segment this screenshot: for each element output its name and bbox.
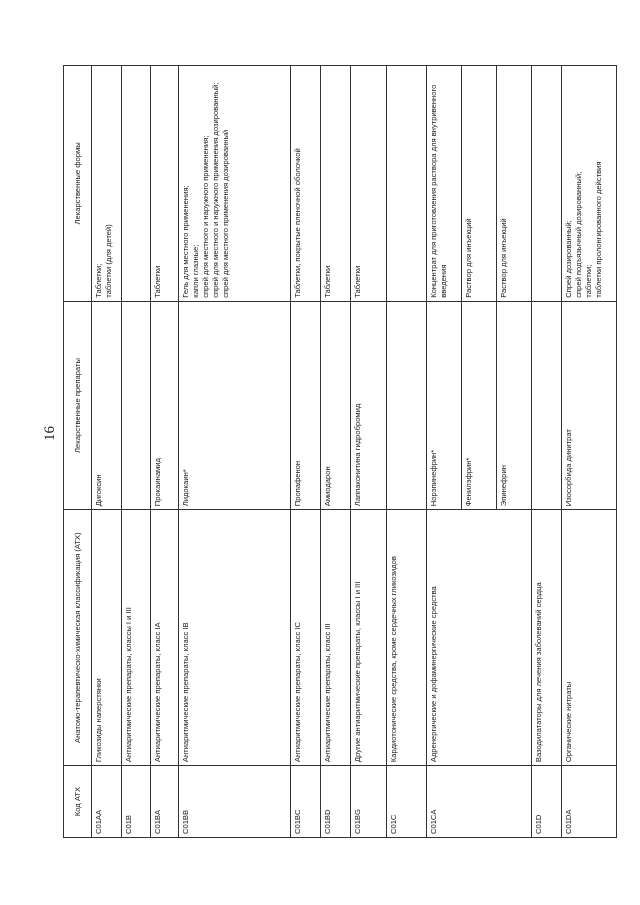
atc-class-cell: Кардиотонические средства, кроме сердечных гликозидов	[387, 510, 427, 766]
dosage-forms-cell	[427, 66, 462, 302]
atc-code-cell: C01C	[387, 766, 427, 838]
table-body	[92, 66, 617, 838]
dosage-form-line: Таблетки	[353, 265, 362, 298]
atc-code-cell: C01AA	[92, 766, 122, 838]
dosage-form-line: спрей для местного и наружного применения;	[201, 135, 210, 298]
drug-name-cell: Лаппаконитина гидробромид	[351, 301, 387, 509]
drug-name-cell: Прокаинамид	[151, 301, 179, 509]
dosage-forms-cell	[151, 66, 179, 302]
dosage-form-line: Таблетки	[153, 265, 162, 298]
atc-class-cell: Антиаритмические препараты, классы I и III	[122, 510, 151, 766]
atc-code-cell: C01BG	[351, 766, 387, 838]
dosage-form-line: таблетки пролонгированного действия	[594, 161, 603, 298]
dosage-form-line: капли глазные;	[191, 244, 200, 298]
dosage-form-line: спрей подъязычный дозированный;	[574, 171, 583, 298]
drug-name-cell: Амиодарон	[321, 301, 351, 509]
atc-class-cell: Антиаритмические препараты, класс IC	[291, 510, 321, 766]
dosage-forms-cell	[497, 66, 532, 302]
drug-name-cell: Пропафенон	[291, 301, 321, 509]
dosage-form-line: Спрей дозированный;	[564, 220, 573, 298]
dosage-forms-cell	[387, 66, 427, 302]
drug-name-cell	[532, 301, 562, 509]
header-code: Код АТХ	[64, 766, 92, 838]
table-row	[151, 66, 179, 838]
table-row	[321, 66, 351, 838]
drug-name-cell: Фенилэфрин*	[462, 301, 497, 509]
page-number: 16	[42, 426, 58, 441]
drug-name-cell: Лидокаин*	[179, 301, 291, 509]
atc-code-cell: C01D	[532, 766, 562, 838]
dosage-forms-cell	[291, 66, 321, 302]
atc-code-cell: C01BA	[151, 766, 179, 838]
atc-code-cell: C01BD	[321, 766, 351, 838]
dosage-forms-cell	[92, 66, 122, 302]
header-forms: Лекарственные формы	[64, 66, 92, 302]
dosage-forms-cell	[122, 66, 151, 302]
table-row	[351, 66, 387, 838]
dosage-form-line: Таблетки, покрытые пленочной оболочкой	[293, 148, 302, 298]
dosage-form-line: таблетки;	[584, 264, 593, 298]
table-row	[179, 66, 291, 838]
atc-code-cell: C01DA	[562, 766, 617, 838]
dosage-forms-cell	[562, 66, 617, 302]
atc-code-cell: C01BC	[291, 766, 321, 838]
table-row	[532, 66, 562, 838]
drug-name-cell: Дигоксин	[92, 301, 122, 509]
dosage-form-line: спрей для местного применения дозированный	[221, 129, 230, 298]
header-drugs: Лекарственные препараты	[64, 301, 92, 509]
rotated-page-content	[63, 65, 603, 838]
table-row	[387, 66, 427, 838]
dosage-forms-cell	[321, 66, 351, 302]
dosage-forms-cell	[179, 66, 291, 302]
atc-class-cell: Вазодилататоры для лечения заболеваний сердца	[532, 510, 562, 766]
atc-class-cell: Адренергические и дофаминергические средства	[427, 510, 532, 766]
dosage-form-line: Концентрат для приготовления раствора для внутривенного введения	[429, 84, 448, 298]
atc-class-cell: Другие антиаритмические препараты, классы I и III	[351, 510, 387, 766]
dosage-form-line: таблетки (для детей)	[104, 224, 113, 298]
dosage-forms-cell	[462, 66, 497, 302]
table-row	[291, 66, 321, 838]
table-row	[427, 66, 462, 838]
dosage-form-line: Гель для местного применения;	[181, 185, 190, 298]
dosage-form-line: Раствор для инъекций	[499, 218, 508, 298]
table-header-row	[64, 66, 92, 838]
table-row	[122, 66, 151, 838]
dosage-forms-cell	[351, 66, 387, 302]
dosage-form-line: Раствор для инъекций	[464, 218, 473, 298]
atc-drug-table	[63, 65, 617, 838]
table-row	[562, 66, 617, 838]
dosage-forms-cell	[532, 66, 562, 302]
atc-class-cell: Антиаритмические препараты, класс III	[321, 510, 351, 766]
atc-code-cell: C01CA	[427, 766, 532, 838]
dosage-form-line: Таблетки	[323, 265, 332, 298]
atc-code-cell: C01B	[122, 766, 151, 838]
table-row	[92, 66, 122, 838]
atc-class-cell: Антиаритмические препараты, класс IA	[151, 510, 179, 766]
atc-class-cell: Гликозиды наперстянки	[92, 510, 122, 766]
dosage-form-line: спрей для местного и наружного применения дозированный;	[211, 82, 220, 298]
drug-name-cell	[387, 301, 427, 509]
dosage-form-line: Таблетки;	[94, 263, 103, 298]
atc-class-cell: Антиаритмические препараты, класс IB	[179, 510, 291, 766]
atc-code-cell: C01BB	[179, 766, 291, 838]
header-class: Анатомо-терапевтическо-химическая классификация (АТХ)	[64, 510, 92, 766]
atc-class-cell: Органические нитраты	[562, 510, 617, 766]
drug-name-cell: Норэпинефрин*	[427, 301, 462, 509]
drug-name-cell: Эпинефрин	[497, 301, 532, 509]
drug-name-cell	[122, 301, 151, 509]
drug-name-cell: Изосорбида динитрат	[562, 301, 617, 509]
